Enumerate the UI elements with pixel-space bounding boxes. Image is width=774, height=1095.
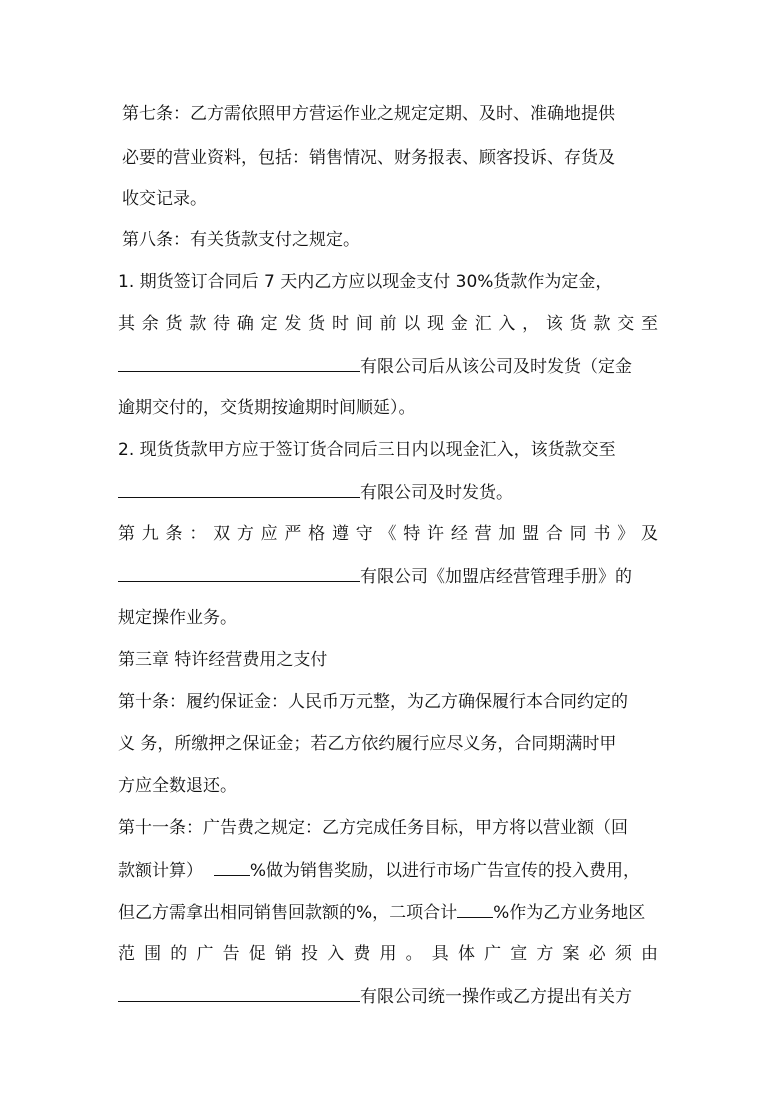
article-7-line-1: 第七条：乙方需依照甲方营运作业之规定定期、及时、准确地提供 (122, 104, 615, 124)
article-8-heading: 第八条：有关货款支付之规定。 (122, 230, 360, 250)
article-8-item-1-line-3 (118, 354, 658, 379)
fill-blank (118, 564, 360, 582)
article-11-text: 款额计算） (118, 861, 203, 881)
article-11-line-5 (118, 984, 658, 1009)
article-8-item-1-line-1: 1. 期货签订合同后 7 天内乙方应以现金支付 30%货款作为定金， (118, 272, 613, 292)
article-8-item-1-line-4: 逾期交付的，交货期按逾期时间顺延）。 (118, 398, 416, 418)
article-11-line-3 (118, 900, 658, 925)
article-8-item-2-line-1: 2. 现货货款甲方应于签订货合同后三日内以现金汇入，该货款交至 (118, 440, 616, 460)
fill-blank (214, 858, 250, 876)
fill-blank (118, 480, 360, 498)
article-7-line-3: 收交记录。 (122, 189, 207, 209)
company-text: 有限公司及时发货。 (360, 483, 513, 503)
company-text: 有限公司统一操作或乙方提出有关方 (360, 987, 632, 1007)
company-text: 有限公司后从该公司及时发货（定金 (360, 357, 632, 377)
article-7-line-2: 必要的营业资料，包括：销售情况、财务报表、顾客投诉、存货及 (122, 148, 615, 168)
company-text: 有限公司《加盟店经营管理手册》的 (360, 567, 632, 587)
article-11-line-4: 范围的广告促销投入费用。具体广宣方案必须由 (118, 944, 658, 964)
article-11-line-1: 第十一条：广告费之规定：乙方完成任务目标，甲方将以营业额（回 (118, 818, 628, 838)
article-8-item-1-line-2: 其余货款待确定发货时间前以现金汇入，该货款交至 (118, 314, 658, 334)
article-10-line-3: 方应全数退还。 (118, 776, 237, 796)
article-9-line-3: 规定操作业务。 (118, 608, 237, 628)
article-8-item-2-line-2 (118, 480, 658, 505)
article-11-text: %作为乙方业务地区 (493, 903, 646, 923)
article-10-line-1: 第十条：履约保证金：人民币万元整，为乙方确保履行本合同约定的 (118, 692, 628, 712)
fill-blank (457, 900, 493, 918)
article-9-line-2 (118, 564, 658, 589)
article-11-line-2 (118, 858, 658, 883)
fill-blank (118, 354, 360, 372)
article-10-line-2: 义 务，所缴押之保证金；若乙方依约履行应尽义务，合同期满时甲 (118, 734, 617, 754)
article-9-line-1: 第九条：双方应严格遵守《特许经营加盟合同书》及 (118, 524, 658, 544)
article-11-text: 但乙方需拿出相同销售回款额的%，二项合计 (118, 903, 458, 923)
chapter-3-heading: 第三章 特许经营费用之支付 (118, 650, 328, 670)
fill-blank (118, 984, 360, 1002)
article-11-text: %做为销售奖励，以进行市场广告宣传的投入费用， (249, 861, 640, 881)
